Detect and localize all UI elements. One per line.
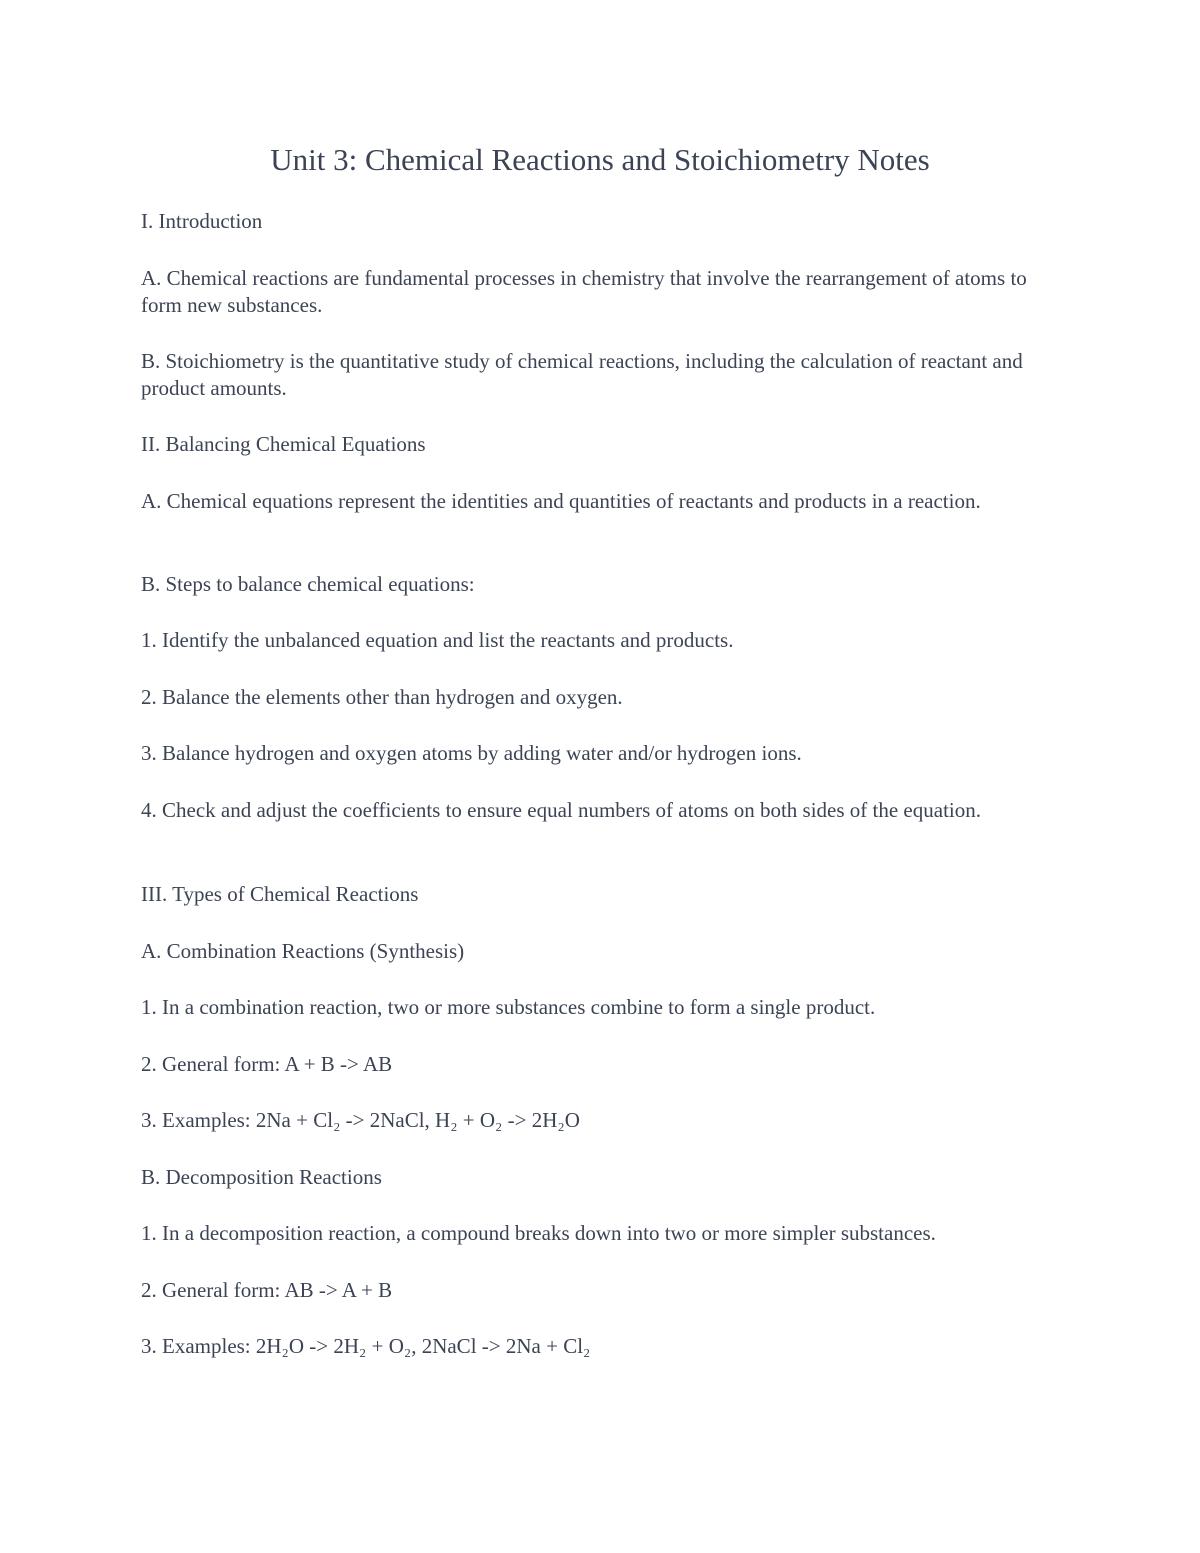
list-item: 3. Examples: 2Na + Cl₂ -> 2NaCl, H₂ + O₂ -> 2H₂O [141, 1108, 580, 1132]
list-item: 1. In a combination reaction, two or more substances combine to form a single product. [141, 995, 876, 1019]
list-item: 3. Balance hydrogen and oxygen atoms by adding water and/or hydrogen ions. [141, 741, 802, 765]
section-heading-introduction: I. Introduction [141, 209, 263, 233]
list-item: 4. Check and adjust the coefficients to ensure equal numbers of atoms on both sides of the equation. [141, 798, 981, 822]
list-item: 2. General form: A + B -> AB [141, 1052, 393, 1076]
paragraph: B. Steps to balance chemical equations: [141, 572, 475, 596]
section-heading-types: III. Types of Chemical Reactions [141, 882, 419, 906]
list-item: 3. Examples: 2H₂O -> 2H₂ + O₂, 2NaCl -> 2Na + Cl₂ [141, 1334, 591, 1358]
paragraph: B. Stoichiometry is the quantitative study of chemical reactions, including the calculation of reactant and product amounts. [141, 349, 1023, 400]
page-title: Unit 3: Chemical Reactions and Stoichiometry Notes [270, 142, 930, 177]
section-heading-balancing: II. Balancing Chemical Equations [141, 432, 426, 456]
list-item: 2. Balance the elements other than hydrogen and oxygen. [141, 685, 623, 709]
subsection-heading: A. Combination Reactions (Synthesis) [141, 939, 465, 963]
paragraph: A. Chemical equations represent the identities and quantities of reactants and products in a reaction. [141, 489, 981, 513]
paragraph: A. Chemical reactions are fundamental processes in chemistry that involve the rearrangement of atoms to form new substances. [141, 266, 1027, 317]
list-item: 1. Identify the unbalanced equation and list the reactants and products. [141, 628, 734, 652]
list-item: 1. In a decomposition reaction, a compound breaks down into two or more simpler substances. [141, 1221, 936, 1245]
list-item: 2. General form: AB -> A + B [141, 1278, 393, 1302]
subsection-heading: B. Decomposition Reactions [141, 1165, 382, 1189]
